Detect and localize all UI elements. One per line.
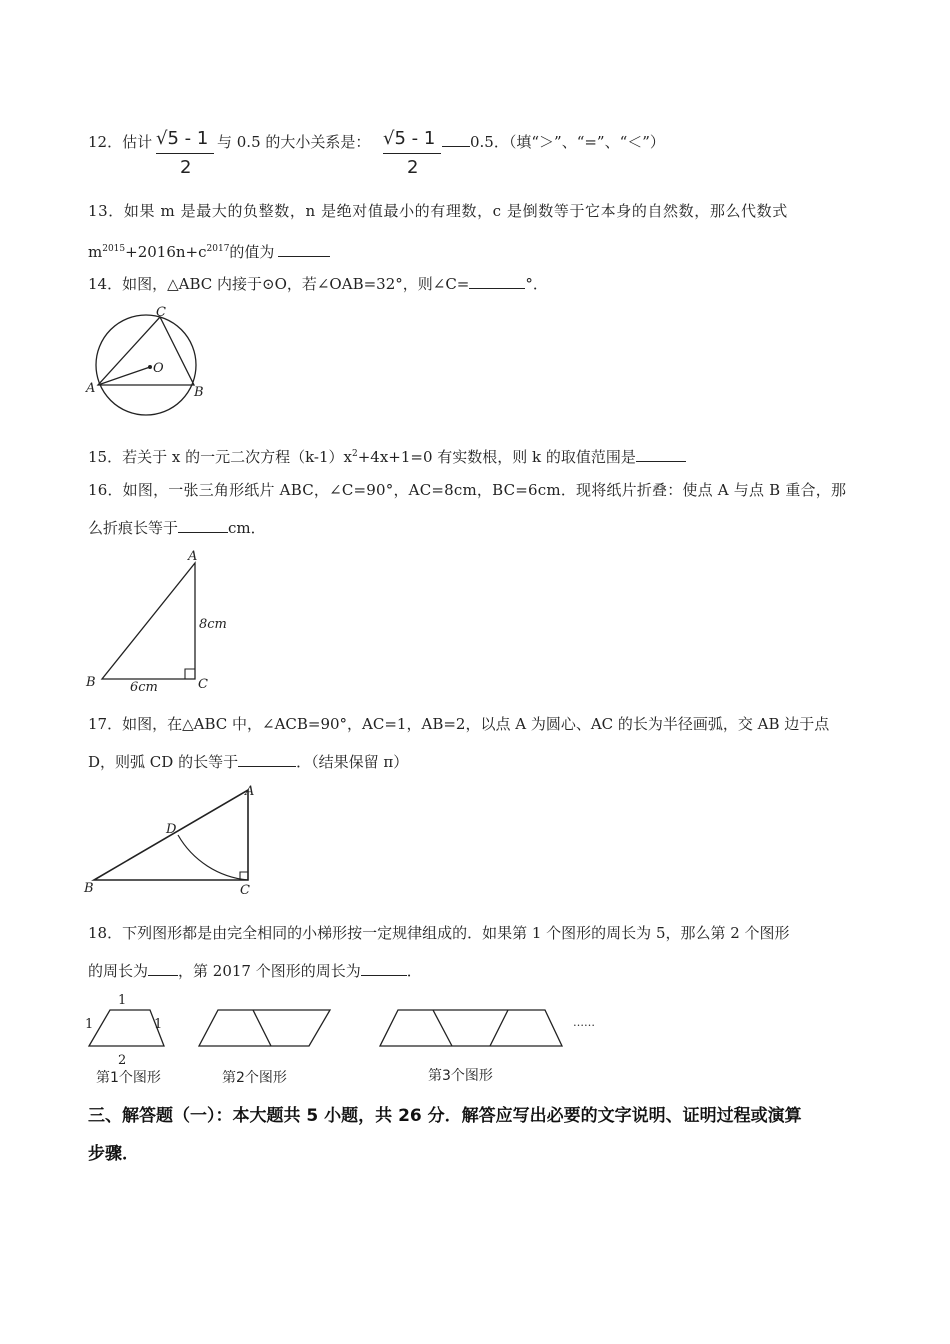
q12-num-rest-1: - 1 [178, 128, 209, 149]
question-17-line-2: D，则弧 CD 的长等于 ．（结果保留 π） [88, 753, 409, 771]
triangle-abc [102, 563, 195, 679]
q12-after: 0.5．（填“＞”、“=”、“＜”） [442, 132, 665, 152]
question-14: 14．如图，△ABC 内接于⊙O，若∠OAB=32°，则∠C= °． [88, 275, 548, 293]
q12-denominator-1: 2 [180, 157, 192, 178]
q12-radicand-1: 5 [167, 128, 179, 149]
label-c: C [156, 305, 166, 320]
q12-prefix: 12．估计 [88, 133, 153, 151]
q13-answer-blank[interactable] [278, 242, 330, 257]
question-18-line-2: 的周长为 ，第 2017 个图形的周长为 ． [88, 962, 422, 980]
figure-3-trapezoid [380, 1010, 562, 1046]
figure-2-caption: 第2个图形 [222, 1070, 287, 1086]
question-13-line-1: 13．如果 m 是最大的负整数，n 是绝对值最小的有理数，c 是倒数等于它本身的自然数，那么代数式 [88, 202, 788, 220]
q14-circle-figure [84, 300, 214, 428]
question-13-line-2: $m^{2015}+2016n+c^{2017}$的值为 [88, 239, 330, 262]
q12-denominator-2: 2 [407, 157, 419, 178]
q15-answer-blank[interactable] [636, 447, 686, 462]
q18-answer-blank-2[interactable] [361, 961, 407, 976]
figure-1-left-label: 1 [85, 1017, 94, 1032]
question-18-line-1: 18．下列图形都是由完全相同的小梯形按一定规律组成的．如果第 1 个图形的周长为 5，那么第 2 个图形 [88, 924, 790, 942]
section-3-heading-line-1: 三、解答题（一）：本大题共 5 小题，共 26 分．解答应写出必要的文字说明、证明过程或演算 [88, 1106, 802, 1126]
label-ac-length: 8cm [199, 617, 227, 632]
label-b: B [194, 385, 204, 400]
arc-cd [178, 835, 248, 880]
q16-triangle-figure [82, 545, 242, 695]
label-bc-length: 6cm [130, 680, 158, 695]
figure-1-caption: 第1个图形 [96, 1070, 161, 1086]
question-15: 15．若关于 x 的一元二次方程$(k-1)x^2+4x+1=0$ 有实数根，则 k 的取值范围是 [88, 444, 686, 467]
label-a: A [86, 381, 96, 396]
figure-3-caption: 第3个图形 [428, 1068, 493, 1084]
label-a: A [245, 784, 255, 799]
question-12 [88, 132, 152, 152]
label-b: B [86, 675, 96, 690]
figure-1-bottom-label: 2 [118, 1053, 127, 1068]
figure-1-top-label: 1 [118, 993, 127, 1008]
question-17-line-1: 17．如图，在△ABC 中，∠ACB=90°，AC=1，AB=2，以点 A 为圆心、AC 的长为半径画弧，交 AB 边于点 [88, 715, 830, 733]
label-c: C [240, 883, 250, 898]
q18-trapezoid-figures [80, 988, 620, 1088]
q17-answer-blank[interactable] [238, 752, 296, 767]
label-c: C [198, 677, 208, 692]
q12-mid: 与 0.5 的大小关系是： [217, 133, 371, 151]
circle-o [96, 315, 196, 415]
label-b: B [84, 881, 94, 896]
q12-num-rest-2: - 1 [405, 128, 436, 149]
label-d: D [166, 822, 177, 837]
question-16-line-2: 么折痕长等于 cm． [88, 519, 266, 537]
figure-2-parallelogram [199, 1010, 330, 1046]
q12-answer-blank[interactable] [442, 132, 470, 147]
q14-answer-blank[interactable] [469, 274, 525, 289]
label-o: O [153, 361, 164, 376]
ellipsis: …… [573, 1016, 595, 1029]
figure-1-right-label: 1 [154, 1017, 163, 1032]
right-angle-mark [185, 669, 195, 679]
question-16-line-1: 16．如图，一张三角形纸片 ABC，∠C=90°，AC=8cm，BC=6cm．现将纸片折叠：使点 A 与点 B 重合，那 [88, 481, 847, 499]
label-a: A [188, 549, 198, 564]
figure-1-trapezoid [89, 1010, 164, 1046]
section-3-heading-line-2: 步骤． [88, 1144, 139, 1164]
q12-radicand-2: 5 [394, 128, 406, 149]
q17-triangle-figure [82, 780, 272, 898]
center-point-o [148, 365, 152, 369]
q16-answer-blank[interactable] [178, 518, 228, 533]
q18-answer-blank-1[interactable] [148, 961, 178, 976]
